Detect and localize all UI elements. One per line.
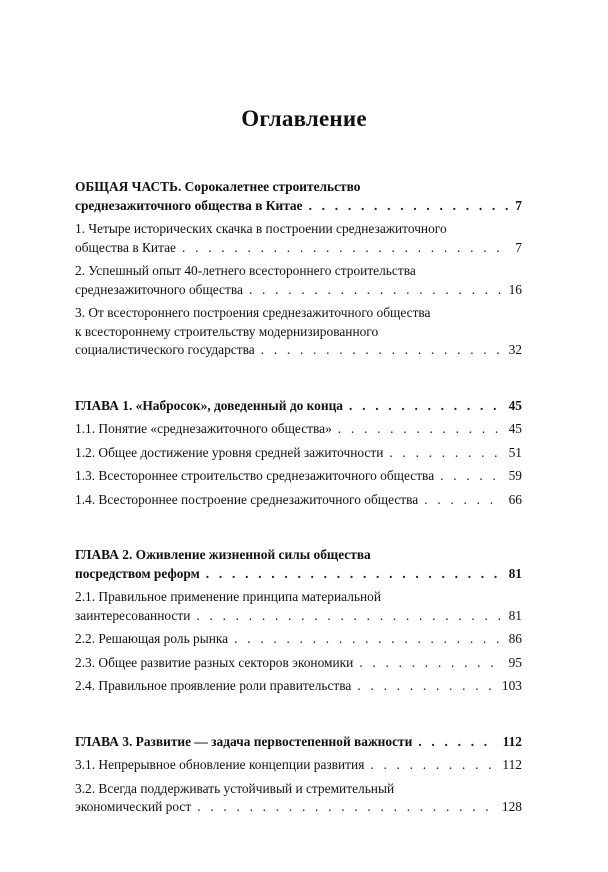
page-number: 32: [508, 342, 522, 357]
page-number: 86: [508, 631, 522, 646]
dot-leader: [182, 239, 509, 258]
page-number: 81: [508, 565, 522, 581]
toc-entry[interactable]: [75, 220, 522, 257]
toc-entry[interactable]: [75, 780, 522, 817]
dot-leader: [234, 630, 502, 649]
toc-entry[interactable]: [75, 444, 522, 463]
entry-text-line: 1.3. Всестороннее строительство среднезажиточного общества: [75, 468, 435, 483]
toc-entry[interactable]: [75, 420, 522, 439]
entry-text-line: 3. От всестороннего построения среднезажиточного общества: [75, 305, 431, 320]
dot-leader: [349, 397, 503, 416]
entry-last-line: [75, 654, 522, 673]
toc-entry[interactable]: [75, 756, 522, 775]
entry-last-line: [75, 397, 522, 416]
toc-chapter-heading[interactable]: [75, 178, 522, 215]
entry-text-line: ГЛАВА 1. «Набросок», доведенный до конца: [75, 397, 344, 413]
entry-last-line: [75, 444, 522, 463]
dot-leader: [370, 756, 496, 775]
entry-last-line: [75, 565, 522, 584]
entry-text-line: посредством реформ: [75, 565, 200, 581]
entry-last-line: [75, 197, 522, 216]
entry-text-line: ОБЩАЯ ЧАСТЬ. Сорокалетнее строительство: [75, 179, 361, 194]
toc-chapter-heading[interactable]: [75, 397, 522, 416]
toc-chapter-heading[interactable]: [75, 546, 522, 583]
table-of-contents: [75, 178, 522, 822]
entry-last-line: [75, 491, 522, 510]
entry-last-line: [75, 420, 522, 439]
entry-text-line: общества в Китае: [75, 239, 176, 255]
entry-text-line: 1. Четыре исторических скачка в построении среднезажиточного: [75, 221, 447, 236]
dot-leader: [357, 677, 496, 696]
dot-leader: [440, 467, 502, 486]
page-number: 51: [508, 444, 522, 460]
dot-leader: [359, 654, 502, 673]
entry-text-line: заинтересованности: [75, 607, 191, 623]
toc-section: [75, 546, 522, 696]
page-number: 7: [515, 197, 522, 213]
entry-text-line: 2. Успешный опыт 40-летнего всестороннего строительства: [75, 263, 416, 278]
dot-leader: [338, 420, 503, 439]
section-divider: [75, 701, 522, 733]
entry-text-line: ГЛАВА 2. Оживление жизненной силы общества: [75, 547, 371, 562]
toc-entry[interactable]: [75, 630, 522, 649]
entry-text-line: социалистического государства: [75, 342, 255, 357]
toc-entry[interactable]: [75, 588, 522, 625]
entry-last-line: [75, 798, 522, 817]
dot-leader: [196, 607, 502, 626]
toc-section: [75, 733, 522, 817]
entry-last-line: [75, 630, 522, 649]
entry-text-line: к всестороннему строительству модернизированного: [75, 323, 379, 339]
toc-chapter-heading[interactable]: [75, 733, 522, 752]
entry-text-line: ГЛАВА 3. Развитие — задача первостепенной важности: [75, 733, 413, 749]
toc-entry[interactable]: [75, 491, 522, 510]
entry-text-line: экономический рост: [75, 799, 192, 814]
entry-last-line: [75, 677, 522, 696]
toc-entry[interactable]: [75, 654, 522, 673]
toc-entry[interactable]: [75, 467, 522, 486]
dot-leader: [309, 197, 510, 216]
page-number: 66: [508, 491, 522, 507]
page-number: 112: [502, 757, 522, 772]
entry-text-line: 1.4. Всестороннее построение среднезажиточного общества: [75, 491, 419, 507]
toc-entry[interactable]: [75, 677, 522, 696]
entry-last-line: [75, 607, 522, 626]
entry-text-line: 3.2. Всегда поддерживать устойчивый и стремительный: [75, 780, 395, 796]
page-number: 103: [501, 678, 522, 693]
section-divider: [75, 365, 522, 397]
entry-last-line: [75, 341, 522, 360]
toc-section: [75, 397, 522, 510]
entry-text-line: 2.1. Правильное применение принципа материальной: [75, 589, 382, 604]
page-number: 59: [508, 468, 522, 483]
dot-leader: [249, 281, 503, 300]
page-number: 81: [508, 607, 522, 623]
dot-leader: [389, 444, 502, 463]
entry-text-line: 2.3. Общее развитие разных секторов экономики: [75, 654, 354, 670]
page-title: Оглавление: [241, 106, 367, 131]
entry-text-line: 1.1. Понятие «среднезажиточного общества»: [75, 421, 332, 436]
entry-last-line: [75, 239, 522, 258]
dot-leader: [424, 491, 502, 510]
page-number: 112: [502, 733, 522, 749]
page-number: 16: [508, 281, 522, 297]
entry-text-line: среднезажиточного общества в Китае: [75, 197, 303, 213]
dot-leader: [197, 798, 496, 817]
page-number: 95: [508, 654, 522, 670]
toc-entry[interactable]: [75, 262, 522, 299]
page-number: 45: [508, 397, 522, 413]
page-number: 128: [501, 799, 522, 814]
dot-leader: [418, 733, 496, 752]
dot-leader: [261, 341, 503, 360]
entry-text-line: 2.2. Решающая роль рынка: [75, 631, 229, 646]
entry-last-line: [75, 756, 522, 775]
toc-section: [75, 178, 522, 360]
section-divider: [75, 514, 522, 546]
entry-text-line: 1.2. Общее достижение уровня средней зажиточности: [75, 444, 384, 460]
entry-text-line: среднезажиточного общества: [75, 281, 243, 297]
page-number: 7: [515, 239, 522, 255]
entry-last-line: [75, 281, 522, 300]
entry-last-line: [75, 733, 522, 752]
dot-leader: [206, 565, 503, 584]
toc-entry[interactable]: [75, 304, 522, 360]
entry-text-line: 2.4. Правильное проявление роли правительства: [75, 678, 352, 693]
page-number: 45: [508, 421, 522, 436]
entry-text-line: 3.1. Непрерывное обновление концепции развития: [75, 757, 365, 772]
entry-last-line: [75, 467, 522, 486]
